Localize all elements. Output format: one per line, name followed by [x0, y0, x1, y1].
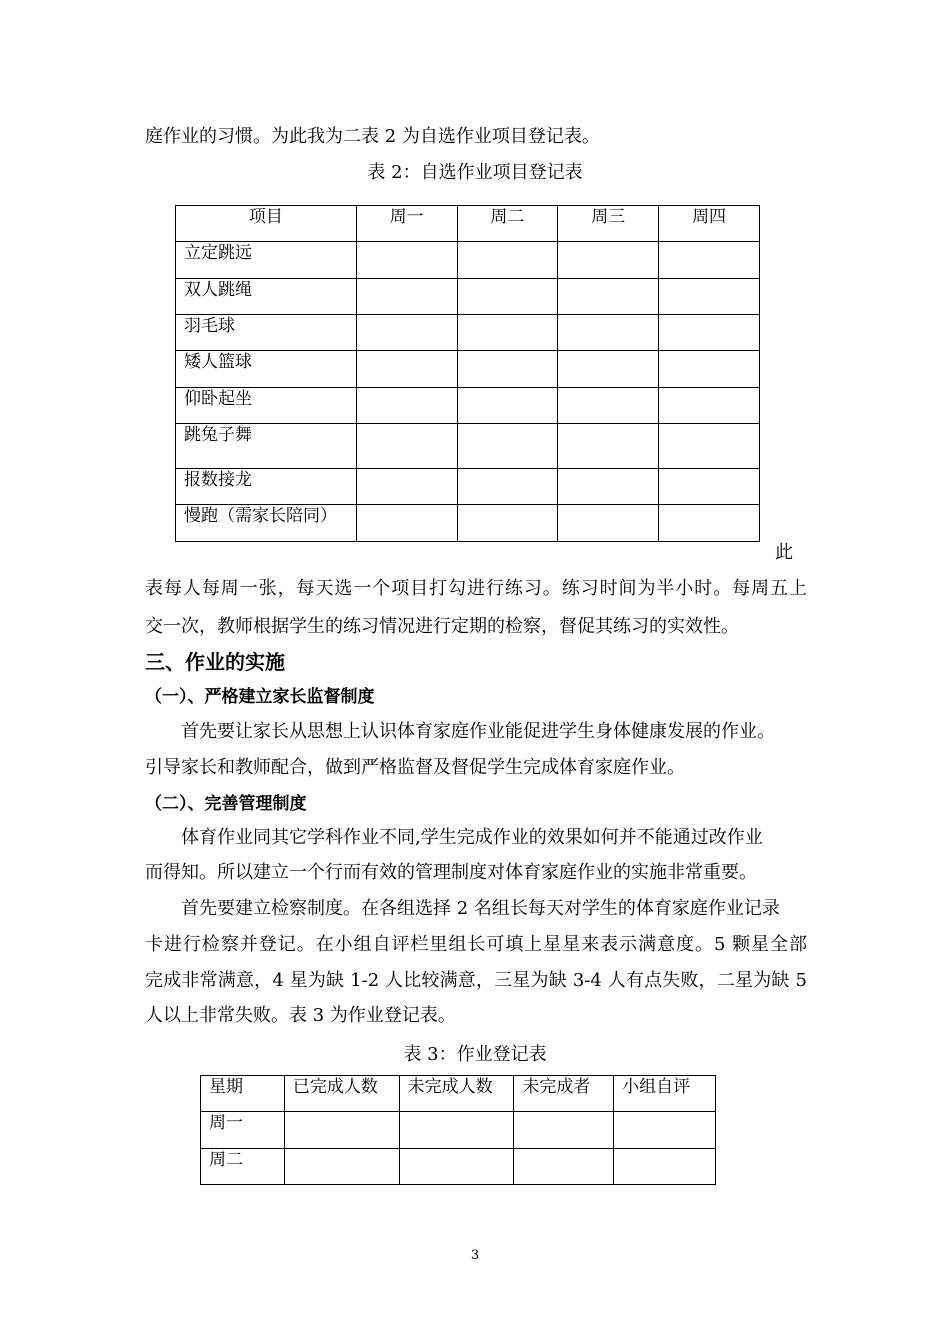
section-heading: 三、作业的实施 [145, 650, 285, 674]
paragraph-line: 引导家长和教师配合，做到严格监督及督促学生完成体育家庭作业。 [145, 757, 685, 778]
table-row [176, 388, 760, 424]
header-cell: 未完成者 [514, 1076, 614, 1112]
day-cell: 周二 [201, 1149, 285, 1185]
item-cell: 矮人篮球 [176, 351, 357, 388]
item-cell: 慢跑（需家长陪同） [176, 505, 357, 542]
subsection-heading: （一）、严格建立家长监督制度 [145, 687, 375, 707]
header-cell: 周二 [457, 206, 558, 242]
paragraph-line: 人以上非常失败。表 3 为作业登记表。 [145, 1005, 456, 1026]
header-cell: 星期 [201, 1076, 285, 1112]
table-row [176, 242, 760, 279]
table-row [176, 469, 760, 505]
paragraph-line: 交一次，教师根据学生的练习情况进行定期的检察，督促其练习的实效性。 [145, 616, 739, 637]
table-row [201, 1149, 716, 1185]
table-row [201, 1112, 716, 1149]
table-row [176, 505, 760, 542]
paragraph-line: 首先要让家长从思想上认识体育家庭作业能促进学生身体健康发展的作业。 [181, 721, 775, 742]
paragraph-line: 完成非常满意，4 星为缺 1-2 人比较满意，三星为缺 3-4 人有点失败，二星为缺 5 [145, 970, 807, 991]
table-2-self-selected-homework [175, 205, 760, 542]
table-3-homework-register [200, 1075, 716, 1185]
table-3-caption: 表 3：作业登记表 [403, 1044, 547, 1065]
table-row [176, 279, 760, 315]
table-header-row [176, 206, 760, 242]
table-row [176, 424, 760, 469]
item-cell: 报数接龙 [176, 469, 357, 505]
paragraph-line: 庭作业的习惯。为此我为二表 2 为自选作业项目登记表。 [145, 126, 600, 147]
subsection-heading: （二）、完善管理制度 [145, 794, 307, 814]
item-cell: 仰卧起坐 [176, 388, 357, 424]
header-cell: 项目 [176, 206, 357, 242]
header-cell: 周四 [659, 206, 760, 242]
header-cell: 已完成人数 [284, 1076, 399, 1112]
paragraph-line: 此 [775, 542, 793, 563]
paragraph-line: 体育作业同其它学科作业不同,学生完成作业的效果如何并不能通过改作业 [181, 827, 763, 848]
header-cell: 周一 [356, 206, 457, 242]
table-header-row [201, 1076, 716, 1112]
item-cell: 跳兔子舞 [176, 424, 357, 469]
header-cell: 未完成人数 [399, 1076, 514, 1112]
day-cell: 周一 [201, 1112, 285, 1149]
table-2-caption: 表 2：自选作业项目登记表 [367, 162, 583, 183]
paragraph-line: 卡进行检察并登记。在小组自评栏里组长可填上星星来表示满意度。5 颗星全部 [145, 934, 807, 955]
table-row [176, 351, 760, 388]
item-cell: 立定跳远 [176, 242, 357, 279]
paragraph-line: 表每人每周一张，每天选一个项目打勾进行练习。练习时间为半小时。每周五上 [145, 578, 807, 599]
item-cell: 双人跳绳 [176, 279, 357, 315]
paragraph-line: 而得知。所以建立一个行而有效的管理制度对体育家庭作业的实施非常重要。 [145, 862, 757, 883]
paragraph-line: 首先要建立检察制度。在各组选择 2 名组长每天对学生的体育家庭作业记录 [181, 898, 780, 919]
table-row [176, 315, 760, 351]
page-number: 3 [470, 1248, 480, 1263]
item-cell: 羽毛球 [176, 315, 357, 351]
header-cell: 周三 [558, 206, 659, 242]
header-cell: 小组自评 [614, 1076, 716, 1112]
